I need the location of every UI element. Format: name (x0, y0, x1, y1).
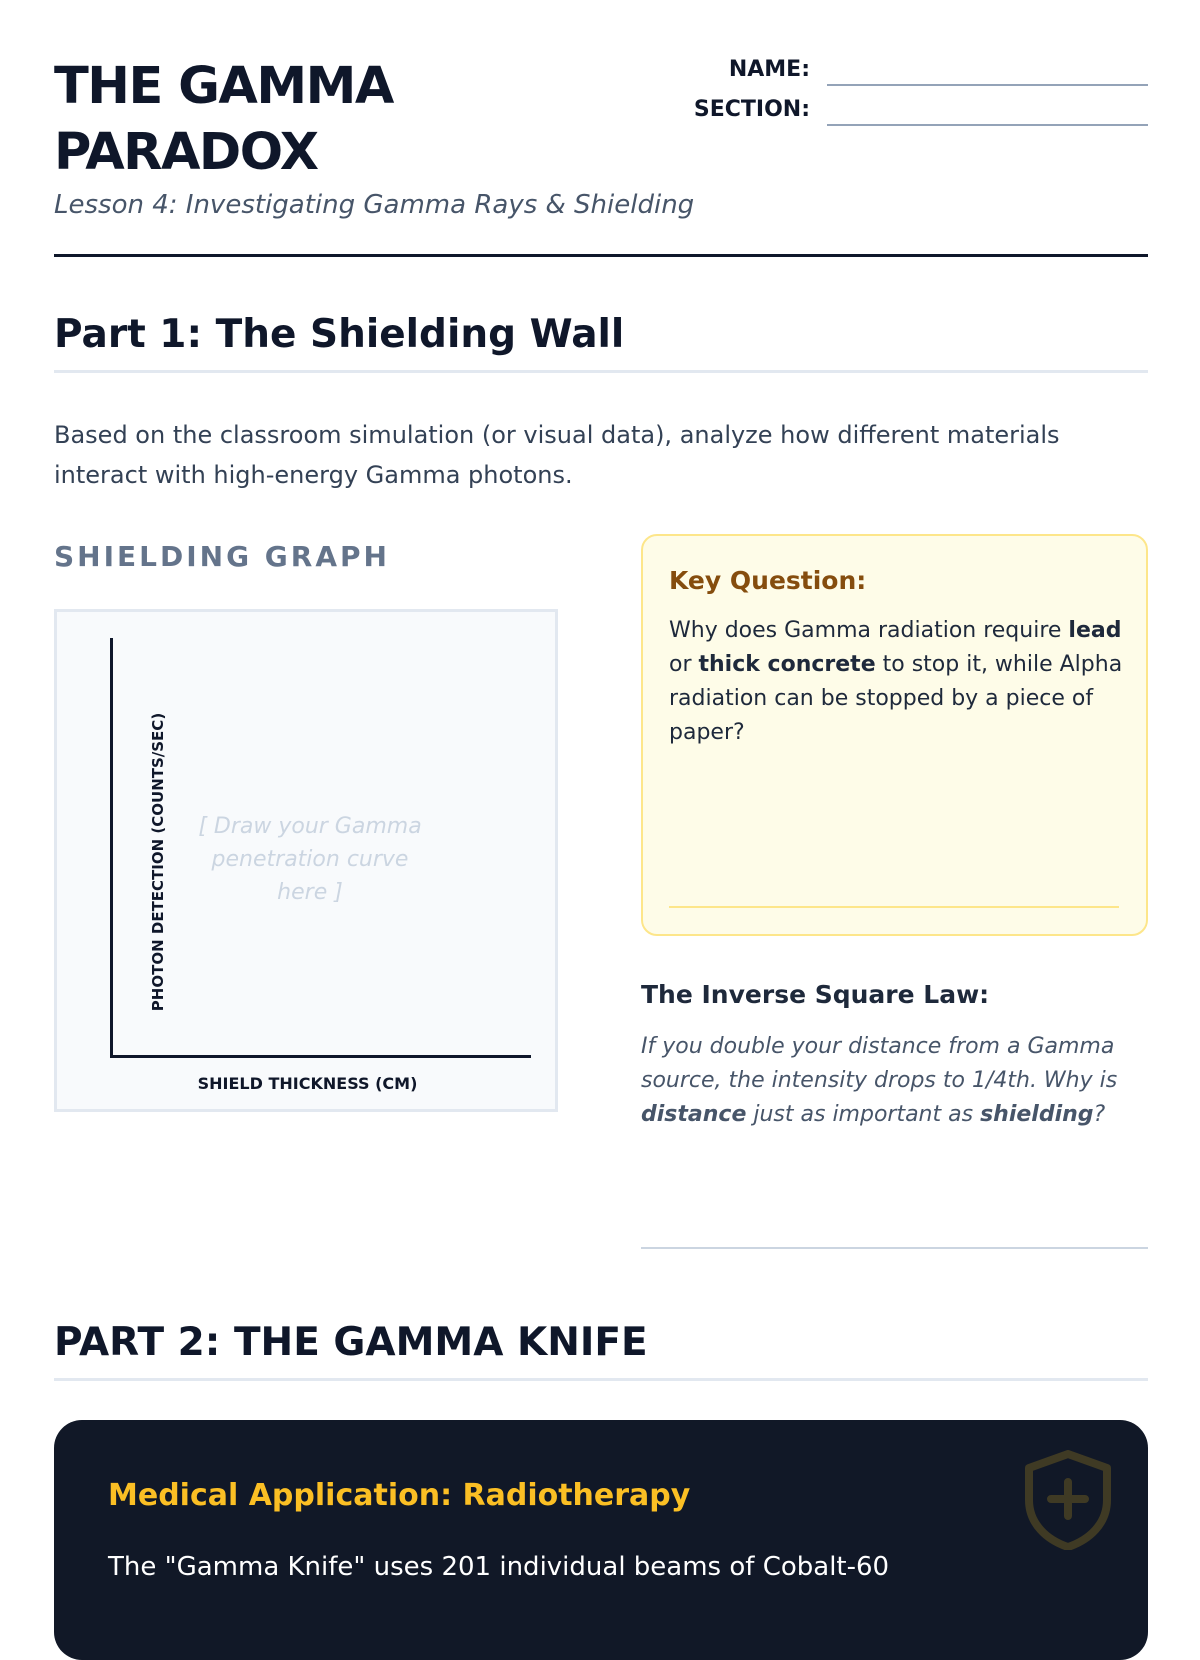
part1-divider (54, 370, 1148, 373)
medical-card-text: The "Gamma Knife" uses 201 individual beams of Cobalt-60 (108, 1552, 890, 1582)
medical-card-title: Medical Application: Radiotherapy (108, 1478, 691, 1513)
part1-heading: Part 1: The Shielding Wall (54, 312, 625, 357)
name-field[interactable] (827, 84, 1148, 86)
inverse-square-text: If you double your distance from a Gamma source, the intensity drops to 1/4th. Why is distance just as important as shielding? (641, 1034, 1118, 1127)
section-field[interactable] (827, 124, 1148, 126)
inverse-square-title: The Inverse Square Law: (641, 980, 990, 1009)
lesson-subtitle: Lesson 4: Investigating Gamma Rays & Shielding (54, 190, 695, 220)
header-divider (54, 254, 1148, 257)
name-label: NAME: (728, 57, 810, 82)
page-title: THE GAMMA PARADOX (54, 57, 393, 182)
graph-placeholder: [ Draw your Gamma penetration curve here ] (198, 814, 422, 905)
key-question-text: Why does Gamma radiation require lead or thick concrete to stop it, while Alpha radiation can be stopped by a piece of paper? (669, 618, 1123, 745)
medical-application-card (54, 1420, 1148, 1660)
x-axis-label: SHIELD THICKNESS (CM) (197, 1074, 418, 1093)
x-axis (110, 1055, 531, 1058)
key-question-title: Key Question: (669, 566, 867, 595)
graph-heading: SHIELDING GRAPH (54, 540, 390, 573)
section-label: SECTION: (693, 97, 810, 122)
part1-intro: Based on the classroom simulation (or visual data), analyze how different materials interact with high-energy Gamma photons. (54, 421, 1060, 489)
y-axis (110, 638, 113, 1058)
part2-heading: PART 2: THE GAMMA KNIFE (54, 1320, 648, 1365)
part2-divider (54, 1378, 1148, 1381)
inverse-square-answer-line[interactable] (641, 1247, 1148, 1249)
key-question-answer-line[interactable] (669, 906, 1119, 908)
shield-plus-icon (1023, 1450, 1113, 1550)
y-axis-label: PHOTON DETECTION (COUNTS/SEC) (149, 712, 167, 1012)
